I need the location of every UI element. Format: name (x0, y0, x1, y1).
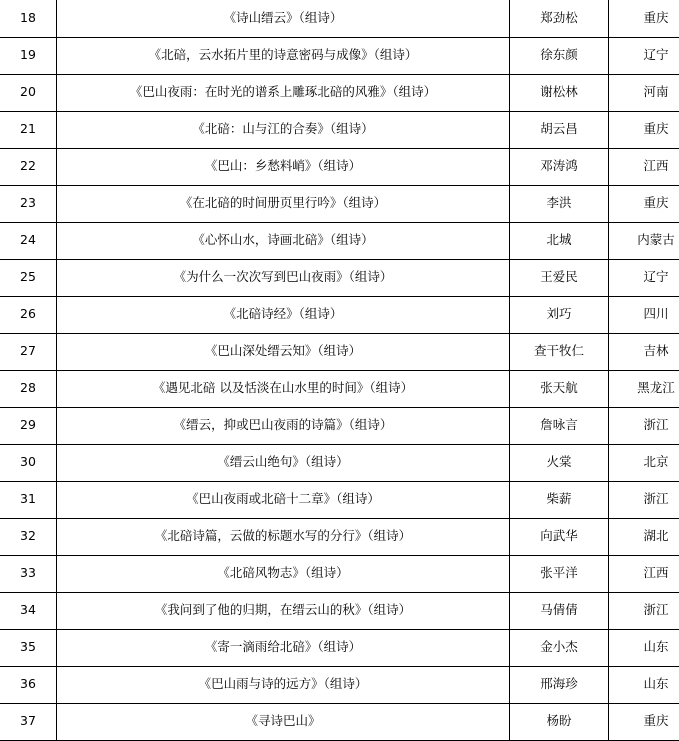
row-region: 山东 (609, 629, 679, 666)
row-author: 王爱民 (510, 259, 609, 296)
table-row (0, 555, 679, 592)
table-row (0, 629, 679, 666)
row-index: 33 (0, 555, 57, 592)
row-region: 重庆 (609, 111, 679, 148)
row-region: 北京 (609, 444, 679, 481)
row-author: 向武华 (510, 518, 609, 555)
row-index: 22 (0, 148, 57, 185)
row-author: 刘巧 (510, 296, 609, 333)
row-title: 《巴山夜雨或北碚十二章》（组诗） (57, 481, 510, 518)
row-index: 25 (0, 259, 57, 296)
row-region: 内蒙古 (609, 222, 679, 259)
row-title: 《在北碚的时间册页里行吟》（组诗） (57, 185, 510, 222)
row-index: 31 (0, 481, 57, 518)
row-index: 32 (0, 518, 57, 555)
row-region: 重庆 (609, 185, 679, 222)
row-author: 金小杰 (510, 629, 609, 666)
row-region: 江西 (609, 555, 679, 592)
row-author: 郑劲松 (510, 0, 609, 37)
row-region: 浙江 (609, 592, 679, 629)
row-region: 重庆 (609, 703, 679, 740)
row-index: 30 (0, 444, 57, 481)
row-title: 《巴山：乡愁料峭》（组诗） (57, 148, 510, 185)
row-index: 27 (0, 333, 57, 370)
row-region: 重庆 (609, 0, 679, 37)
row-index: 37 (0, 703, 57, 740)
row-author: 谢松林 (510, 74, 609, 111)
row-region: 四川 (609, 296, 679, 333)
row-title: 《为什么一次次写到巴山夜雨》（组诗） (57, 259, 510, 296)
row-author: 杨盼 (510, 703, 609, 740)
row-index: 28 (0, 370, 57, 407)
row-region: 河南 (609, 74, 679, 111)
row-region: 湖北 (609, 518, 679, 555)
row-index: 35 (0, 629, 57, 666)
row-region: 江西 (609, 148, 679, 185)
row-author: 邓涛鸿 (510, 148, 609, 185)
row-title: 《巴山深处缙云知》（组诗） (57, 333, 510, 370)
row-title: 《缙云，抑或巴山夜雨的诗篇》（组诗） (57, 407, 510, 444)
table-row (0, 666, 679, 703)
table-row (0, 407, 679, 444)
table-row (0, 481, 679, 518)
table-row (0, 259, 679, 296)
row-author: 张天航 (510, 370, 609, 407)
table-row (0, 148, 679, 185)
row-region: 吉林 (609, 333, 679, 370)
table-row (0, 703, 679, 740)
row-title: 《缙云山绝句》（组诗） (57, 444, 510, 481)
row-title: 《北碚风物志》（组诗） (57, 555, 510, 592)
row-region: 辽宁 (609, 37, 679, 74)
row-index: 18 (0, 0, 57, 37)
table-row (0, 222, 679, 259)
table-row (0, 111, 679, 148)
row-author: 徐东颜 (510, 37, 609, 74)
row-index: 24 (0, 222, 57, 259)
row-author: 北城 (510, 222, 609, 259)
row-index: 20 (0, 74, 57, 111)
row-title: 《诗山缙云》（组诗） (57, 0, 510, 37)
row-author: 马倩倩 (510, 592, 609, 629)
table-row (0, 370, 679, 407)
table-row (0, 0, 679, 37)
row-index: 21 (0, 111, 57, 148)
row-author: 李洪 (510, 185, 609, 222)
table-row (0, 296, 679, 333)
row-author: 詹咏言 (510, 407, 609, 444)
row-title: 《心怀山水，诗画北碚》（组诗） (57, 222, 510, 259)
table-row (0, 185, 679, 222)
row-index: 23 (0, 185, 57, 222)
row-index: 26 (0, 296, 57, 333)
row-region: 辽宁 (609, 259, 679, 296)
row-title: 《巴山夜雨：在时光的谱系上雕琢北碚的风雅》（组诗） (57, 74, 510, 111)
table-row (0, 518, 679, 555)
table-row (0, 74, 679, 111)
table-row (0, 444, 679, 481)
row-title: 《寄一滴雨给北碚》（组诗） (57, 629, 510, 666)
table-row (0, 333, 679, 370)
row-title: 《寻诗巴山》 (57, 703, 510, 740)
row-region: 黑龙江 (609, 370, 679, 407)
row-index: 36 (0, 666, 57, 703)
row-index: 19 (0, 37, 57, 74)
row-title: 《北碚，云水拓片里的诗意密码与成像》（组诗） (57, 37, 510, 74)
row-title: 《北碚诗篇，云做的标题水写的分行》（组诗） (57, 518, 510, 555)
table-row (0, 592, 679, 629)
row-index: 34 (0, 592, 57, 629)
row-author: 邢海珍 (510, 666, 609, 703)
row-title: 《北碚：山与江的合奏》（组诗） (57, 111, 510, 148)
table-row (0, 37, 679, 74)
row-author: 火棠 (510, 444, 609, 481)
row-author: 柴薪 (510, 481, 609, 518)
row-region: 浙江 (609, 481, 679, 518)
row-region: 浙江 (609, 407, 679, 444)
row-title: 《巴山雨与诗的远方》（组诗） (57, 666, 510, 703)
row-author: 张平洋 (510, 555, 609, 592)
row-region: 山东 (609, 666, 679, 703)
row-title: 《北碚诗经》（组诗） (57, 296, 510, 333)
row-title: 《我问到了他的归期，在缙云山的秋》（组诗） (57, 592, 510, 629)
row-author: 查干牧仁 (510, 333, 609, 370)
row-title: 《遇见北碚 以及恬淡在山水里的时间》（组诗） (57, 370, 510, 407)
row-author: 胡云昌 (510, 111, 609, 148)
row-index: 29 (0, 407, 57, 444)
